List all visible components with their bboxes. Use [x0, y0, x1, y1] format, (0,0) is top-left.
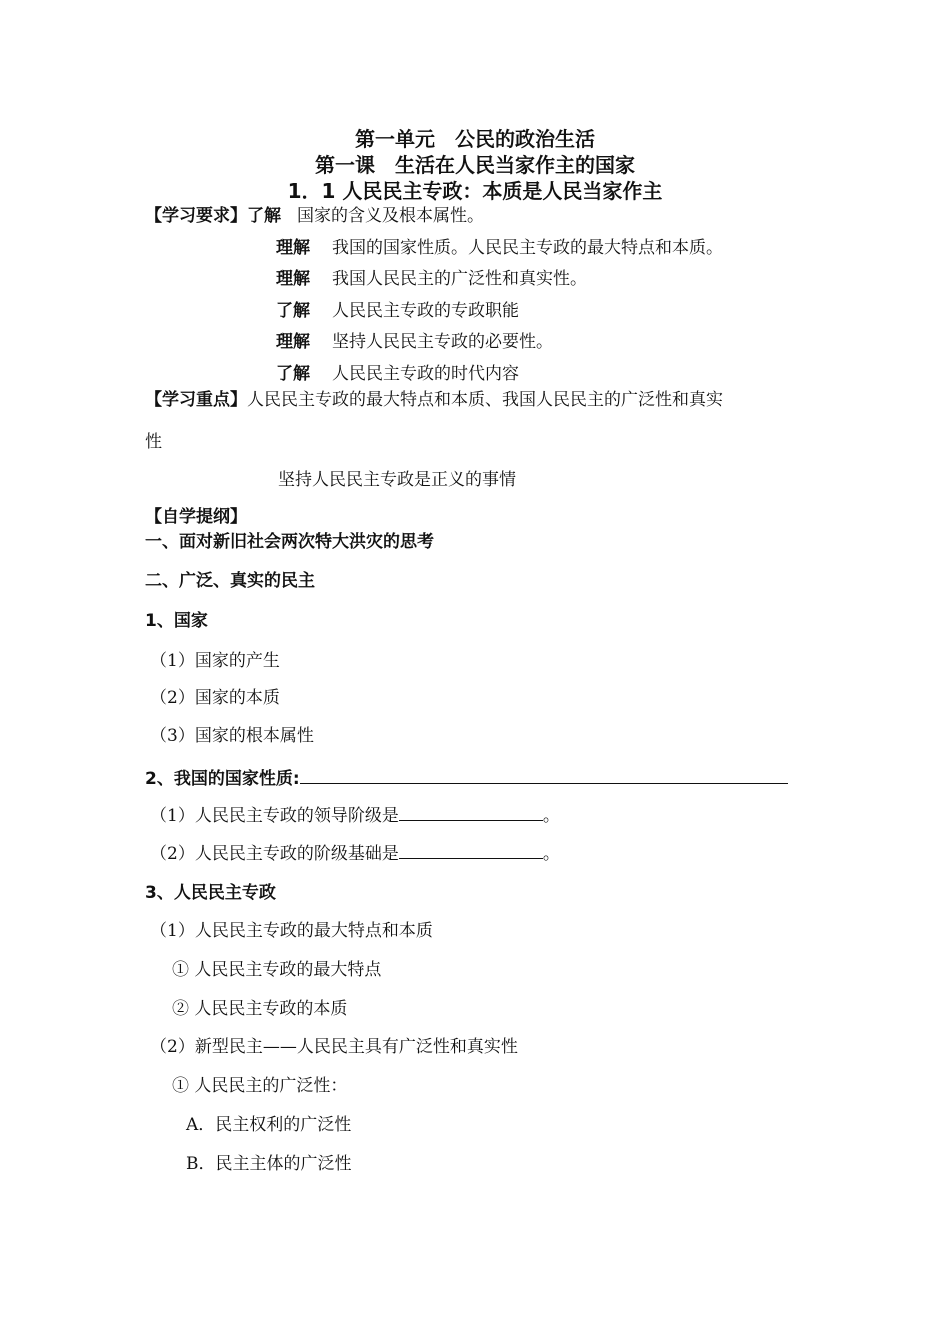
- outline-label: 【自学提纲】: [145, 507, 247, 527]
- requirement-text: 人民民主专政的时代内容: [332, 364, 519, 384]
- outline-subitem: A．民主权利的广泛性: [186, 1115, 352, 1135]
- lesson-title: 第一课 生活在人民当家作主的国家: [315, 153, 635, 177]
- requirement-row-2: [276, 233, 723, 258]
- outline-item: （1）国家的产生: [150, 651, 280, 671]
- outline-subitem: ① 人民民主专政的最大特点: [172, 960, 382, 980]
- requirement-text: 国家的含义及根本属性。: [297, 206, 484, 226]
- requirement-text: 人民民主专政的专政职能: [332, 301, 519, 321]
- requirement-row-4: [276, 296, 519, 321]
- outline-item: （1）人民民主专政的最大特点和本质: [150, 921, 433, 941]
- key-points-text: 人民民主专政的最大特点和本质、我国人民民主的广泛性和真实: [247, 390, 723, 410]
- section-country: 1、国家: [145, 611, 208, 631]
- requirement-verb: 理解: [276, 269, 310, 289]
- outline-heading-2: 二、广泛、真实的民主: [145, 571, 315, 591]
- outline-subitem: ① 人民民主的广泛性：: [172, 1076, 348, 1096]
- requirement-text: 我国人民民主的广泛性和真实性。: [332, 269, 587, 289]
- key-points-label: 【学习重点】: [145, 390, 247, 410]
- key-points-line-3: 坚持人民民主专政是正义的事情: [278, 470, 516, 490]
- fill-blank-line[interactable]: [399, 804, 543, 821]
- section-state-nature-label: 2、我国的国家性质:: [145, 769, 300, 789]
- outline-subitem: ② 人民民主专政的本质: [172, 999, 348, 1019]
- section-dictatorship: 3、人民民主专政: [145, 883, 276, 903]
- fill-in-prompt: （2）人民民主专政的阶级基础是: [150, 844, 399, 864]
- fill-blank-line[interactable]: [300, 767, 788, 784]
- requirement-row-1: [145, 201, 484, 226]
- key-points-continuation: 性: [145, 432, 162, 452]
- fill-blank-line[interactable]: [399, 842, 543, 859]
- fill-in-end: 。: [542, 806, 560, 826]
- requirement-verb: 了解: [276, 364, 310, 384]
- outline-item: （2）国家的本质: [150, 688, 280, 708]
- outline-item: （3）国家的根本属性: [150, 726, 314, 746]
- key-points-row-1: [145, 385, 723, 410]
- outline-item: （2）新型民主——人民民主具有广泛性和真实性: [150, 1037, 518, 1057]
- fill-in-prompt: （1）人民民主专政的领导阶级是: [150, 806, 399, 826]
- section-title: 1．1 人民民主专政：本质是人民当家作主: [287, 179, 663, 203]
- requirement-verb: 了解: [247, 206, 281, 226]
- requirement-verb: 理解: [276, 332, 310, 352]
- requirement-row-3: [276, 264, 587, 289]
- fill-in-item-1: [150, 801, 560, 826]
- requirement-verb: 理解: [276, 238, 310, 258]
- section-state-nature: [145, 764, 788, 789]
- requirement-text: 坚持人民民主专政的必要性。: [332, 332, 553, 352]
- outline-heading-1: 一、面对新旧社会两次特大洪灾的思考: [145, 532, 434, 552]
- outline-subitem: B．民主主体的广泛性: [186, 1154, 352, 1174]
- fill-in-end: 。: [542, 844, 560, 864]
- requirement-row-6: [276, 359, 519, 384]
- fill-in-item-2: [150, 839, 560, 864]
- requirement-verb: 了解: [276, 301, 310, 321]
- requirement-row-5: [276, 327, 553, 352]
- unit-title: 第一单元 公民的政治生活: [355, 127, 595, 151]
- requirements-label: 【学习要求】: [145, 206, 247, 226]
- requirement-text: 我国的国家性质。人民民主专政的最大特点和本质。: [332, 238, 723, 258]
